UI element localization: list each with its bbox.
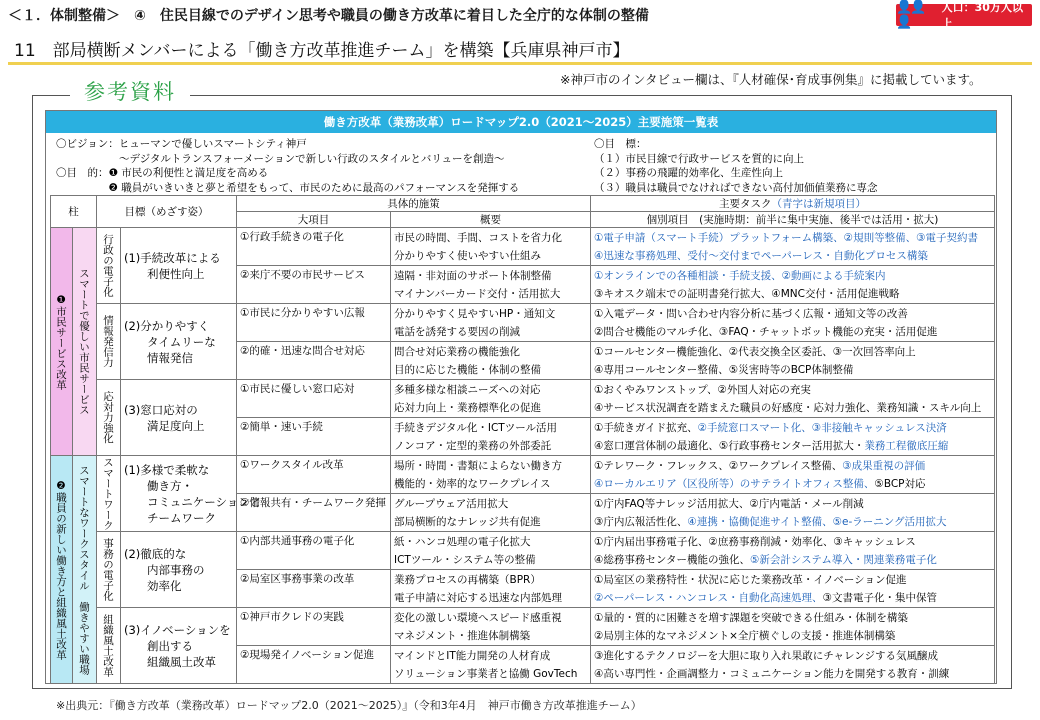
task-line — [594, 399, 991, 417]
major-item-cell — [237, 228, 391, 266]
overview-cell — [391, 532, 591, 570]
major-item-cell — [237, 266, 391, 304]
task-segment: ①入電データ・問い合わせ内容分析に基づく広報・通知文等の改善 — [594, 307, 908, 320]
major-item-text: ②的確・迅速な問合せ対応 — [240, 345, 365, 357]
task-line — [594, 381, 991, 399]
task-segment: ④サービス状況調査を踏まえた職員の好感度・応対力強化、業務知識・スキル向上 — [594, 401, 982, 414]
table-row — [51, 532, 995, 570]
overview-cell — [391, 570, 591, 608]
task-segment: ⑤新会計システム導入・関連業務電子化 — [750, 553, 937, 566]
task-line — [594, 437, 991, 455]
task-line — [594, 589, 991, 607]
task-cell — [591, 380, 995, 418]
reference-label: 参考資料 — [70, 76, 190, 106]
task-line — [594, 305, 991, 323]
task-segment: ②ペーパーレス・ハンコレス・自動化高速処理、 — [594, 591, 823, 604]
population-badge — [896, 0, 1032, 30]
category-cell — [97, 380, 121, 456]
category-label: 行政の電子化 — [102, 234, 114, 297]
major-item-cell — [237, 646, 391, 684]
task-line — [594, 495, 991, 513]
task-segment: 業務工程徹底圧縮 — [864, 439, 949, 452]
task-segment: ①庁内届出事務電子化、②庶務事務削減・効率化、③キャッシュレス — [594, 535, 916, 548]
task-segment: ①量的・質的に困難さを増す課題を突破できる仕組み・体制を構築 — [594, 611, 908, 624]
table-row — [51, 228, 995, 266]
task-segment: ④迅速な事務処理、受付～交付までペーパーレス・自動化プロセス構築 — [594, 249, 928, 262]
interview-note: ※神戸市のインタビュー欄は、『人材確保･育成事例集』に掲載しています。 — [560, 72, 982, 87]
major-item-cell — [237, 608, 391, 646]
task-cell — [591, 608, 995, 646]
category-label: 応対力強化 — [102, 391, 114, 444]
task-line — [594, 513, 991, 531]
goal-line: （１）市民目線で行政サービスを質的に向上 — [594, 152, 804, 165]
task-line — [594, 343, 991, 361]
col-target: 目標（めざす姿） — [97, 196, 237, 228]
overview-cell — [391, 380, 591, 418]
task-segment: ⑤BCP対応 — [874, 477, 926, 490]
task-segment: ④ローカルエリア（区役所等）のサテライトオフィス整備、 — [594, 477, 875, 490]
top-bar — [0, 0, 1040, 30]
task-line — [594, 475, 991, 493]
task-line — [594, 533, 991, 551]
overview-line: マイナンバーカード交付・活用拡大 — [394, 287, 561, 300]
category-label: 組織風土改革 — [102, 614, 114, 677]
major-item-text: ②来庁不要の市民サービス — [240, 269, 365, 281]
category-label: 事務の電子化 — [102, 538, 114, 601]
major-item-cell — [237, 342, 391, 380]
task-cell — [591, 418, 995, 456]
pillar-label — [51, 228, 73, 456]
overview-line: ソリューション事業者と協働 GovTech — [394, 667, 578, 680]
task-cell — [591, 304, 995, 342]
task-line — [594, 229, 991, 247]
overview-cell — [391, 228, 591, 266]
major-item-cell — [237, 380, 391, 418]
pillar-subtitle — [73, 228, 97, 456]
overview-cell — [391, 418, 591, 456]
task-cell — [591, 342, 995, 380]
major-item-text: ①市民に優しい窓口応対 — [240, 383, 355, 395]
task-segment: ④連携・協働促進サイト整備、⑤e-ラーニング活用拡大 — [687, 515, 947, 528]
task-segment: ①局室区の業務特性・状況に応じた業務改革・イノベーション促進 — [594, 573, 907, 586]
vision-line: ❷ 職員がいきいきと夢と希望をもって、市民のために最高のパフォーマンスを発揮する — [56, 181, 520, 194]
task-segment: ②手続窓口スマート化、③非接触キャッシュレス決済 — [697, 421, 947, 434]
task-line — [594, 247, 991, 265]
task-segment: ④窓口運営体制の最適化、⑤行政事務センター活用拡大・ — [594, 439, 865, 452]
task-line — [594, 571, 991, 589]
task-segment: ③キオスク端末での証明書発行拡大、④MNC交付・活用促進戦略 — [594, 287, 900, 300]
major-item-cell — [237, 494, 391, 532]
people-icon: 👤👤👤 — [896, 0, 925, 30]
overview-cell — [391, 342, 591, 380]
task-segment: ③進化するテクノロジーを大胆に取り入れ果敢にチャレンジする気風醸成 — [594, 649, 938, 662]
measures-table — [50, 195, 995, 684]
major-item-text: ①ワークスタイル改革 — [240, 459, 344, 471]
major-item-text: ②現場発イノベーション促進 — [240, 649, 374, 661]
overview-line: 場所・時間・書類によらない働き方 — [394, 459, 562, 472]
source-note: ※出典元：『働き方改革（業務改革）ロードマップ2.0（2021～2025）』（令和3年4月 神戸市働き方改革推進チーム） — [56, 699, 642, 712]
overview-line: 部局横断的なナレッジ共有促進 — [394, 515, 541, 528]
overview-line: ノンコア・定型的業務の外部委託 — [394, 439, 552, 452]
table-row — [51, 608, 995, 646]
task-cell — [591, 266, 995, 304]
pillar-label — [51, 456, 73, 684]
overview-line: グループウェア活用拡大 — [394, 497, 509, 510]
col-tasks-note: （青字は新規項目） — [771, 198, 866, 210]
major-item-cell — [237, 570, 391, 608]
category-cell — [97, 608, 121, 684]
section-title: ＜１．体制整備＞ ④ 住民目線でのデザイン思考や職員の働き方改革に着目した全庁的な体制の整備 — [8, 8, 649, 24]
vision-block — [56, 137, 596, 195]
task-line — [594, 285, 991, 303]
task-segment: ④高い専門性・企画調整力・コミュニケーション能力を開発する教育・訓練 — [594, 667, 950, 680]
task-cell — [591, 228, 995, 266]
goal-line: （３）職員は職員でなければできない高付加価値業務に専念 — [594, 181, 878, 194]
overview-line: 手続きデジタル化・ICTツール活用 — [394, 421, 558, 434]
overview-line: 目的に応じた機能・体制の整備 — [394, 363, 541, 376]
pillar-subtitle-text: スマートで優しい市民サービス — [78, 268, 90, 415]
task-cell — [591, 646, 995, 684]
category-cell — [97, 304, 121, 380]
overview-line: 紙・ハンコ処理の電子化拡大 — [394, 535, 531, 548]
goal-cell: (3)窓口応対の 満足度向上 — [121, 380, 237, 456]
col-overview: 概要 — [391, 212, 591, 228]
overview-line: 電子申請に対応する迅速な内部処理 — [394, 591, 562, 604]
goal-cell: (1)多様で柔軟な 働き方・ コミュニケーションと チームワーク — [121, 456, 237, 532]
task-segment: ①おくやみワンストップ、②外国人対応の充実 — [594, 383, 811, 396]
major-item-text: ①神戸市クレドの実践 — [240, 611, 344, 623]
overview-cell — [391, 304, 591, 342]
major-item-text: ①市民に分かりやすい広報 — [240, 307, 365, 319]
task-segment: ①テレワーク・フレックス、②ワークプレイス整備、 — [594, 459, 843, 472]
overview-line: 応対力向上・業務標準化の促進 — [394, 401, 541, 414]
task-line — [594, 647, 991, 665]
overview-line: 問合せ対応業務の機能強化 — [394, 345, 520, 358]
task-cell — [591, 570, 995, 608]
task-segment: ①手続きガイド拡充、 — [594, 421, 698, 434]
overview-line: ICTツール・システム等の整備 — [394, 553, 536, 566]
task-line — [594, 551, 991, 569]
col-tasks — [591, 196, 995, 212]
heading-divider — [8, 62, 1032, 65]
page-title: 11 部局横断メンバーによる「働き方改革推進チーム」を構築【兵庫県神戸市】 — [14, 41, 630, 61]
goal-cell: (2)分かりやすく タイムリーな 情報発信 — [121, 304, 237, 380]
major-item-text: ①行政手続きの電子化 — [240, 231, 344, 243]
pillar-label-text: ❶市民サービス改革 — [55, 293, 67, 390]
roadmap-panel — [45, 110, 997, 684]
goal-cell: (1)手続改革による 利便性向上 — [121, 228, 237, 304]
major-item-cell — [237, 456, 391, 494]
task-line — [594, 665, 991, 683]
overview-cell — [391, 266, 591, 304]
col-individual: 個別項目 (実施時期：前半に集中実施、後半では活用・拡大) — [591, 212, 995, 228]
task-line — [594, 419, 991, 437]
goal-line: 〇目 標： — [594, 138, 647, 150]
overview-line: 分かりやすく使いやすい仕組み — [394, 249, 541, 262]
major-item-cell — [237, 418, 391, 456]
overview-line: 分かりやすく見やすいHP・通知文 — [394, 307, 556, 320]
category-cell — [97, 532, 121, 608]
col-pillar: 柱 — [51, 196, 97, 228]
overview-line: 市民の時間、手間、コストを省力化 — [394, 231, 562, 244]
overview-line: 多種多様な相談ニーズへの対応 — [394, 383, 541, 396]
overview-line: マネジメント・推進体制構築 — [394, 629, 531, 642]
pillar-subtitle — [73, 456, 97, 684]
goals-block — [594, 137, 994, 195]
overview-line: 電話を誘発する要因の削減 — [394, 325, 520, 338]
goal-cell: (3)イノベーションを 創出する 組織風土改革 — [121, 608, 237, 684]
task-line — [594, 267, 991, 285]
major-item-text: ①内部共通事務の電子化 — [240, 535, 355, 547]
col-major-item: 大項目 — [237, 212, 391, 228]
table-row — [51, 456, 995, 494]
category-label: 情報発信力 — [102, 315, 114, 368]
goal-line: （２）事務の飛躍的効率化、生産性向上 — [594, 167, 783, 179]
vision-line: 〇目 的：❶ 市民の利便性と満足度を高める — [56, 167, 269, 179]
task-line — [594, 323, 991, 341]
task-segment: ①庁内FAQ等ナレッジ活用拡大、②庁内電話・メール削減 — [594, 497, 864, 510]
population-label: 人口：30万人以上 — [941, 1, 1023, 30]
major-item-text: ②局室区事務事業の改革 — [240, 573, 355, 585]
task-cell — [591, 494, 995, 532]
table-row — [51, 304, 995, 342]
category-cell — [97, 456, 121, 532]
roadmap-title: 働き方改革（業務改革）ロードマップ2.0（2021～2025）主要施策一覧表 — [46, 111, 996, 133]
overview-cell — [391, 494, 591, 532]
major-item-cell — [237, 532, 391, 570]
overview-line: 機能的・効率的なワークプレイス — [394, 477, 551, 490]
overview-line: マインドとIT能力開発の人材育成 — [394, 649, 551, 662]
task-segment: ①コールセンター機能強化、②代表交換全区委託、③一次回答率向上 — [594, 345, 916, 358]
major-item-text: ②情報共有・チームワーク発揮 — [240, 497, 386, 509]
pillar-label-text: ❷職員の新しい働き方と組織風土改革 — [55, 479, 67, 660]
task-segment: ①電子申請（スマート手続）プラットフォーム構築、②規則等整備、③電子契約書 — [594, 231, 978, 244]
overview-cell — [391, 456, 591, 494]
overview-cell — [391, 646, 591, 684]
major-item-text: ②簡単・速い手続 — [240, 421, 323, 433]
col-tasks-label: 主要タスク — [719, 198, 772, 210]
task-cell — [591, 456, 995, 494]
category-label: スマートワーク — [102, 456, 114, 531]
task-segment: ③成果重視の評価 — [842, 459, 926, 472]
task-line — [594, 361, 991, 379]
task-cell — [591, 532, 995, 570]
task-line — [594, 457, 991, 475]
table-row — [51, 380, 995, 418]
task-segment: ④専用コールセンター整備、⑤災害時等のBCP体制整備 — [594, 363, 854, 376]
overview-line: 遠隔・非対面のサポート体制整備 — [394, 269, 552, 282]
category-cell — [97, 228, 121, 304]
overview-cell — [391, 608, 591, 646]
overview-line: 変化の激しい環境へスピード感重視 — [394, 611, 562, 624]
vision-line: ～デジタルトランスフォーメーションで新しい行政のスタイルとバリューを創造～ — [56, 152, 505, 165]
task-line — [594, 609, 991, 627]
task-segment: ③文書電子化・集中保管 — [822, 591, 937, 604]
overview-line: 業務プロセスの再構築（BPR） — [394, 573, 541, 586]
task-segment: ②問合せ機能のマルチ化、③FAQ・チャットボット機能の充実・活用促進 — [594, 325, 938, 338]
task-segment: ①オンラインでの各種相談・手続支援、②動画による手続案内 — [594, 269, 886, 282]
goal-cell: (2)徹底的な 内部事務の 効率化 — [121, 532, 237, 608]
task-segment: ④総務事務センター機能の強化、 — [594, 553, 750, 566]
vision-line: 〇ビジョン：ヒューマンで優しいスマートシティ神戸 — [56, 138, 307, 150]
measures-body — [51, 228, 995, 684]
task-line — [594, 627, 991, 645]
task-segment: ②局別主体的なマネジメント×全庁横ぐしの支援・推進体制構築 — [594, 629, 896, 642]
pillar-subtitle-text: スマートなワークスタイル 働きやすい職場 — [78, 464, 90, 675]
major-item-cell — [237, 304, 391, 342]
col-measures: 具体的施策 — [237, 196, 591, 212]
task-segment: ③庁内広報活性化、 — [594, 515, 688, 528]
